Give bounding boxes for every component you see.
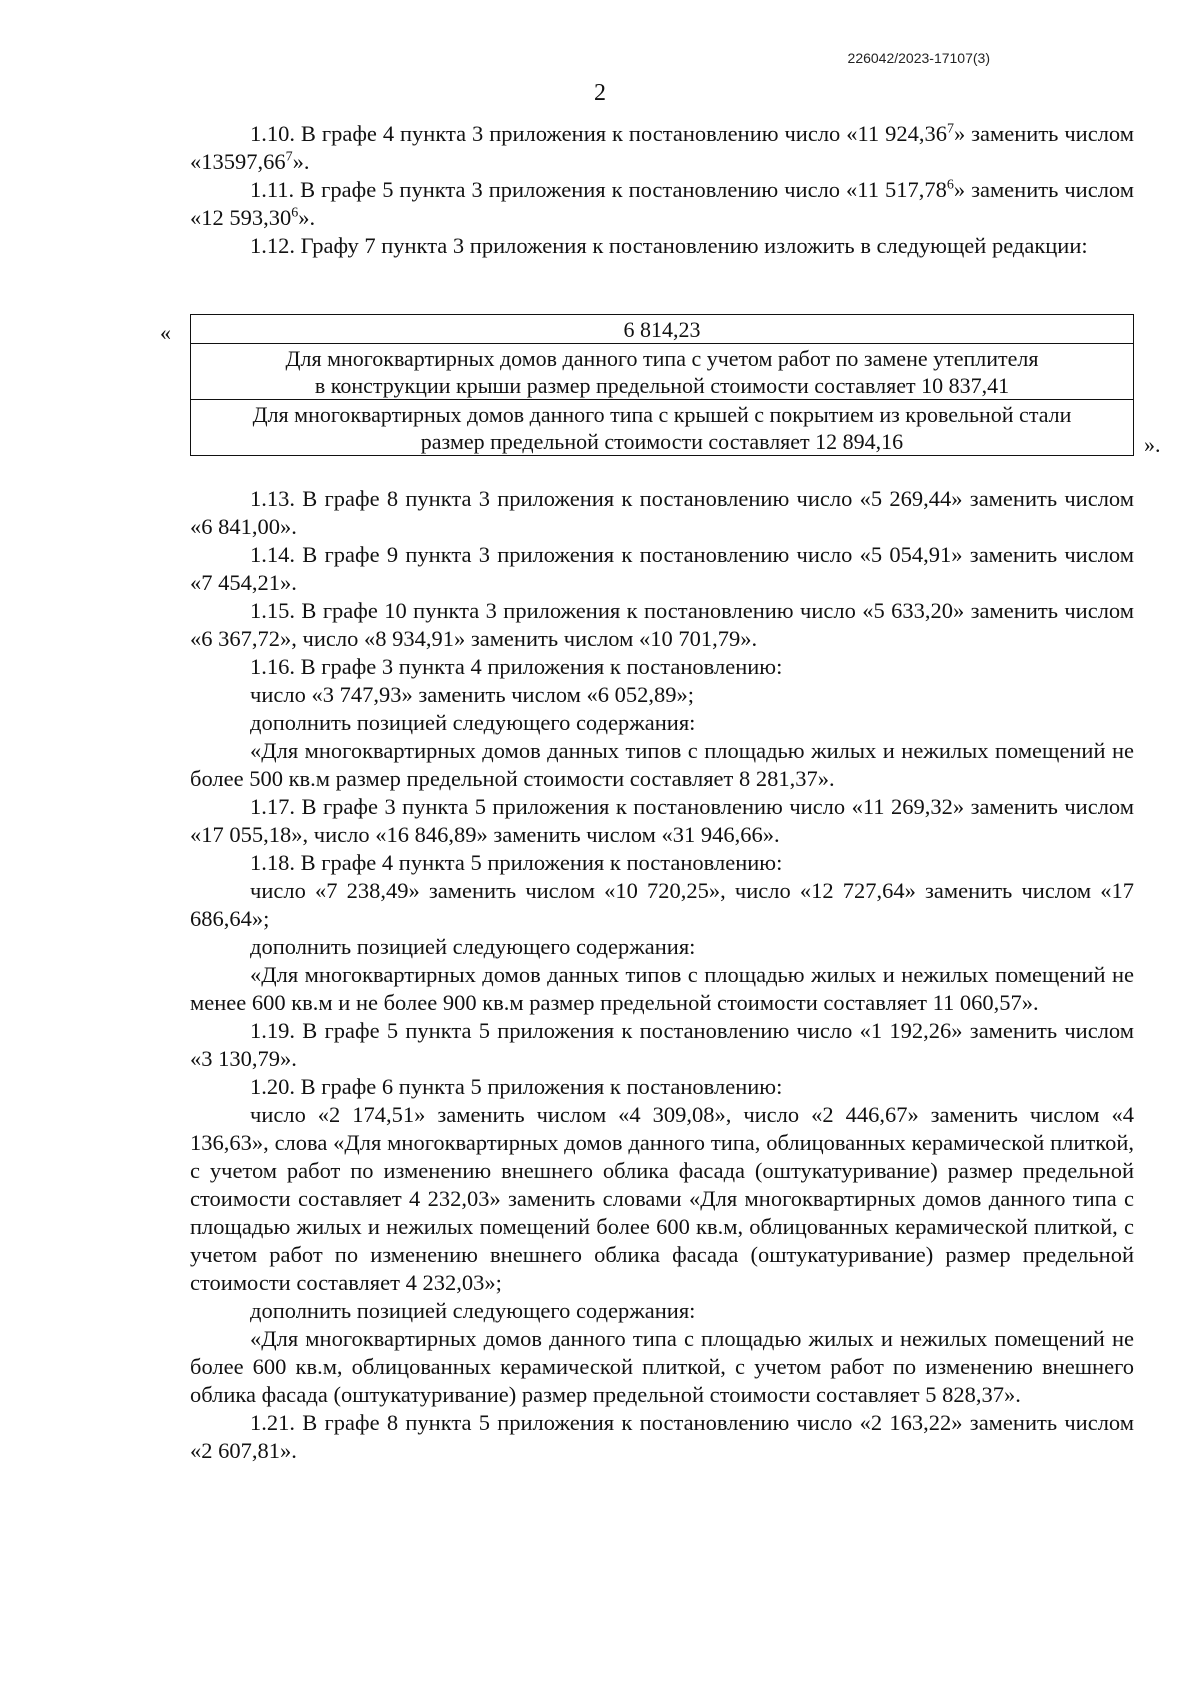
paragraph: 1.20. В графе 6 пункта 5 приложения к постановлению: [250, 1074, 783, 1099]
paragraph: число «3 747,93» заменить числом «6 052,89»; [250, 682, 694, 707]
paragraph-text: ». [292, 149, 310, 174]
paragraph-text: 1.10. В графе 4 пункта 3 приложения к постановлению число «11 924,36 [250, 121, 947, 146]
page-number: 2 [594, 80, 606, 106]
table-cell [191, 344, 1134, 400]
opening-quote: « [160, 320, 171, 345]
paragraph: «Для многоквартирных домов данных типов с площадью жилых и нежилых помещений не менее 600 кв.м и не более 900 кв.м размер предельной стоимости составляет 11 060,57». [190, 962, 1134, 1015]
paragraph: 1.17. В графе 3 пункта 5 приложения к постановлению число «11 269,32» заменить числом «17 055,18», число «16 846,89» заменить числом «31 946,66». [190, 794, 1134, 847]
superscript: 6 [946, 177, 954, 193]
paragraph-1-10 [190, 120, 1134, 176]
paragraph: 1.14. В графе 9 пункта 3 приложения к постановлению число «5 054,91» заменить числом «7 454,21». [190, 542, 1134, 595]
paragraph-text: ». [298, 205, 316, 230]
table-row [191, 344, 1134, 400]
paragraph-1-12: 1.12. Графу 7 пункта 3 приложения к постановлению изложить в следующей редакции: [250, 233, 1088, 258]
body-paragraphs [190, 485, 1134, 1465]
superscript: 6 [291, 205, 299, 221]
top-paragraphs [190, 120, 1134, 260]
paragraph: дополнить позицией следующего содержания: [250, 1298, 696, 1323]
paragraph: 1.21. В графе 8 пункта 5 приложения к постановлению число «2 163,22» заменить числом «2 607,81». [190, 1410, 1134, 1463]
superscript: 7 [285, 149, 293, 165]
paragraph: «Для многоквартирных домов данных типов с площадью жилых и нежилых помещений не более 500 кв.м размер предельной стоимости составляет 8 281,37». [190, 738, 1134, 791]
paragraph: число «2 174,51» заменить числом «4 309,08», число «2 446,67» заменить числом «4 136,63», слова «Для многоквартирных домов данного типа, облицованных керамической плиткой, с учетом работ по изменению внешнего облика фасада (оштукатуривание) размер предельной стоимости составляет 4 232,03» заменить словами «Для многоквартирных домов данного типа с площадью жилых и нежилых помещений более 600 кв.м, облицованных керамической плиткой, с учетом работ по изменению внешнего облика фасада (оштукатуривание) размер предельной стоимости составляет 4 232,03»; [190, 1102, 1134, 1295]
paragraph: 1.16. В графе 3 пункта 4 приложения к постановлению: [250, 654, 783, 679]
paragraph: 1.15. В графе 10 пункта 3 приложения к постановлению число «5 633,20» заменить числом «6 367,72», число «8 934,91» заменить числом «10 701,79». [190, 598, 1134, 651]
inserted-table [190, 314, 1134, 456]
paragraph-text: » заменить числом «12 593,30 [190, 177, 1134, 230]
cell-line: Для многоквартирных домов данного типа с учетом работ по замене утеплителя [285, 346, 1039, 371]
superscript: 7 [946, 121, 954, 137]
paragraph: 1.19. В графе 5 пункта 5 приложения к постановлению число «1 192,26» заменить числом «3 130,79». [190, 1018, 1134, 1071]
paragraph-text: » заменить числом «13597,66 [190, 121, 1134, 174]
table-row [191, 400, 1134, 456]
paragraph: 1.13. В графе 8 пункта 3 приложения к постановлению число «5 269,44» заменить числом «6 841,00». [190, 486, 1134, 539]
paragraph: «Для многоквартирных домов данного типа с площадью жилых и нежилых помещений не более 600 кв.м, облицованных керамической плиткой, с учетом работ по изменению внешнего облика фасада (оштукатуривание) размер предельной стоимости составляет 5 828,37». [190, 1326, 1134, 1407]
document-id: 226042/2023-17107(3) [847, 50, 990, 66]
paragraph: число «7 238,49» заменить числом «10 720,25», число «12 727,64» заменить числом «17 686,64»; [190, 878, 1134, 931]
closing-quote: ». [1144, 432, 1161, 457]
cell-line: размер предельной стоимости составляет 12 894,16 [420, 429, 904, 454]
paragraph: дополнить позицией следующего содержания: [250, 710, 696, 735]
paragraph-1-11 [190, 176, 1134, 232]
paragraph: дополнить позицией следующего содержания: [250, 934, 696, 959]
table-cell: 6 814,23 [191, 315, 1134, 344]
cell-line: в конструкции крыши размер предельной стоимости составляет 10 837,41 [314, 373, 1010, 398]
cell-line: Для многоквартирных домов данного типа с крышей с покрытием из кровельной стали [252, 402, 1072, 427]
table-cell [191, 400, 1134, 456]
table-row [191, 315, 1134, 344]
paragraph-text: 1.11. В графе 5 пункта 3 приложения к постановлению число «11 517,78 [250, 177, 947, 202]
paragraph: 1.18. В графе 4 пункта 5 приложения к постановлению: [250, 850, 783, 875]
